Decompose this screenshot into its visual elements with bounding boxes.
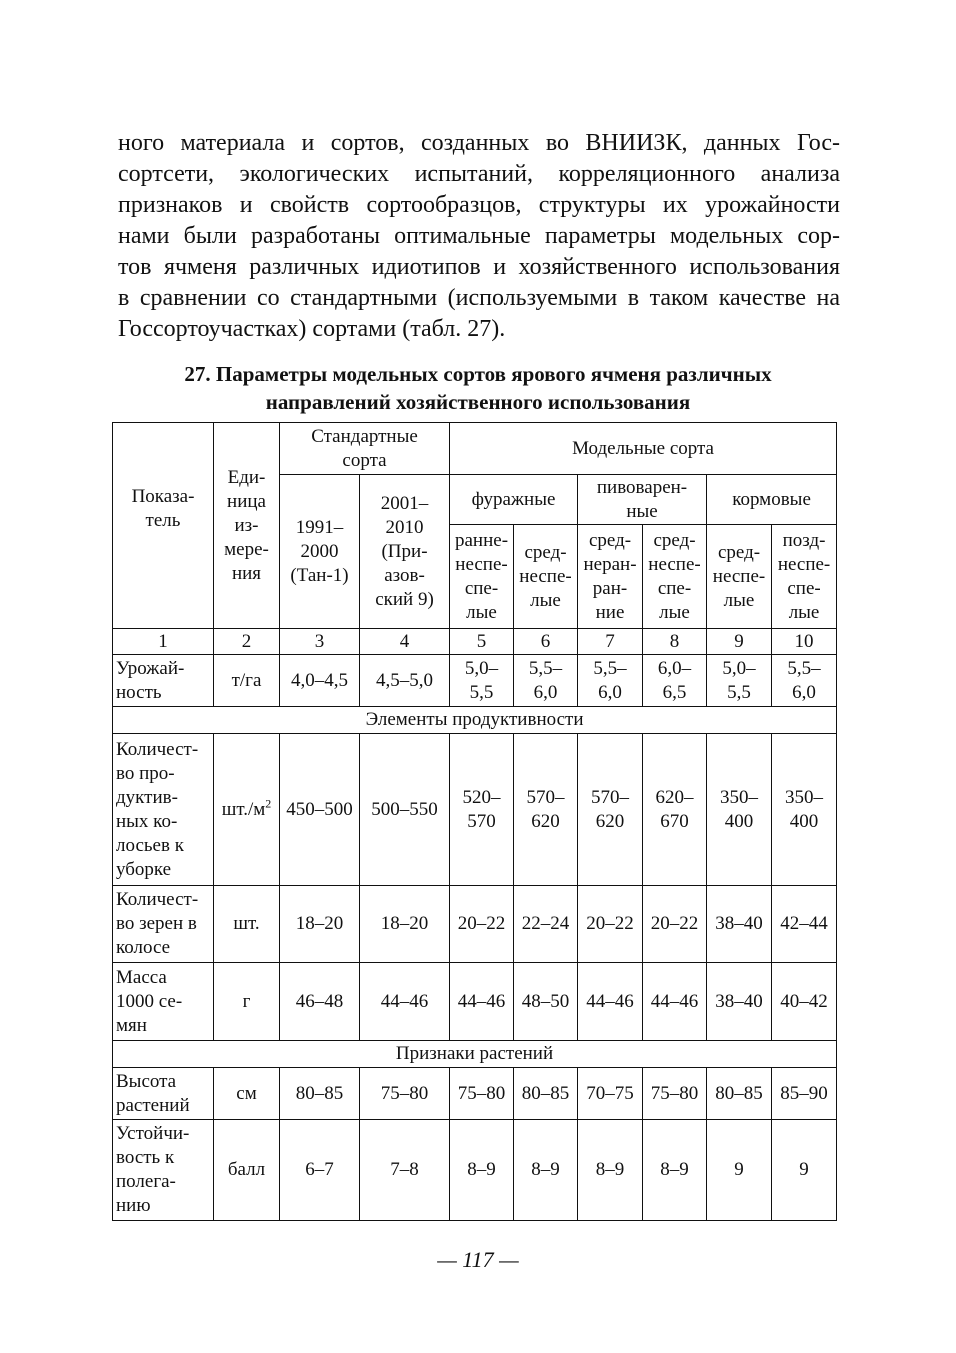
paragraph-line: тов ячменя различных идиотипов и хозяйственного использования xyxy=(118,254,840,280)
table-cell: 8–9 xyxy=(578,1120,643,1221)
header-col-10: позд- неспе- спе- лые xyxy=(772,525,837,629)
column-number: 4 xyxy=(360,629,450,655)
parameters-table xyxy=(112,422,837,1221)
table-cell: 5,0– 5,5 xyxy=(450,655,514,707)
paragraph-line: в сравнении со стандартными (используемыми в таком качестве на xyxy=(118,285,840,311)
table-cell: 450–500 xyxy=(280,734,360,886)
table-cell: 44–46 xyxy=(643,963,707,1041)
section-row-plant-traits xyxy=(113,1041,837,1068)
table-cell: 70–75 xyxy=(578,1068,643,1120)
row-unit: см xyxy=(214,1068,280,1120)
row-label: Устойчи- вость к полега- нию xyxy=(113,1120,214,1221)
column-number: 7 xyxy=(578,629,643,655)
section-title: Элементы продуктивности xyxy=(113,707,837,734)
header-indicator: Показа- тель xyxy=(113,423,214,629)
column-number-row xyxy=(113,629,837,655)
table-cell: 20–22 xyxy=(643,886,707,963)
table-cell: 8–9 xyxy=(450,1120,514,1221)
table-cell: 80–85 xyxy=(514,1068,578,1120)
paragraph-line: признаков и свойств сортообразцов, структуры их урожайности xyxy=(118,192,840,218)
header-row-1 xyxy=(113,423,837,475)
table-cell: 5,5– 6,0 xyxy=(514,655,578,707)
row-unit: г xyxy=(214,963,280,1041)
table-cell: 4,5–5,0 xyxy=(360,655,450,707)
table-cell: 80–85 xyxy=(707,1068,772,1120)
table-row-mass xyxy=(113,963,837,1041)
header-brewing: пивоварен- ные xyxy=(578,475,707,525)
column-number: 9 xyxy=(707,629,772,655)
row-label: Количест- во про- дуктив- ных ко- лосьев к уборке xyxy=(113,734,214,886)
table-cell: 350– 400 xyxy=(772,734,837,886)
table-cell: 38–40 xyxy=(707,963,772,1041)
row-label: Масса 1000 се- мян xyxy=(113,963,214,1041)
header-fodder: кормовые xyxy=(707,475,837,525)
table-cell: 18–20 xyxy=(280,886,360,963)
table-cell: 8–9 xyxy=(643,1120,707,1221)
table-cell: 75–80 xyxy=(360,1068,450,1120)
table-cell: 5,5– 6,0 xyxy=(772,655,837,707)
paragraph-line: нами были разработаны оптимальные параметры модельных сор- xyxy=(118,223,840,249)
table-cell: 5,0– 5,5 xyxy=(707,655,772,707)
table-cell: 44–46 xyxy=(450,963,514,1041)
header-col-7: сред- неран- ран- ние xyxy=(578,525,643,629)
table-cell: 20–22 xyxy=(578,886,643,963)
table-cell: 6,0– 6,5 xyxy=(643,655,707,707)
column-number: 6 xyxy=(514,629,578,655)
row-unit: т/га xyxy=(214,655,280,707)
table-cell: 4,0–4,5 xyxy=(280,655,360,707)
header-model-varieties: Модельные сорта xyxy=(450,423,837,475)
table-cell: 18–20 xyxy=(360,886,450,963)
paragraph-line: Госсортоучастках) сортами (табл. 27). xyxy=(118,316,506,342)
caption-line-1: 27. Параметры модельных сортов ярового ячменя различных xyxy=(184,362,772,386)
unit-superscript: 2 xyxy=(265,796,272,811)
row-label: Урожай- ность xyxy=(113,655,214,707)
table-cell: 620– 670 xyxy=(643,734,707,886)
table-row-yield xyxy=(113,655,837,707)
header-feed: фуражные xyxy=(450,475,578,525)
table-cell: 20–22 xyxy=(450,886,514,963)
table-row-grains xyxy=(113,886,837,963)
table-caption xyxy=(112,360,844,416)
table-cell: 9 xyxy=(707,1120,772,1221)
table-row-spikes xyxy=(113,734,837,886)
row-unit: балл xyxy=(214,1120,280,1221)
table-cell: 6–7 xyxy=(280,1120,360,1221)
column-number: 8 xyxy=(643,629,707,655)
section-title: Признаки растений xyxy=(113,1041,837,1068)
page-number: — 117 — xyxy=(437,1247,519,1272)
header-col-6: сред- неспе- лые xyxy=(514,525,578,629)
table-cell: 350– 400 xyxy=(707,734,772,886)
caption-line-2: направлений хозяйственного использования xyxy=(265,390,691,414)
row-unit: шт. xyxy=(214,886,280,963)
table-cell: 75–80 xyxy=(450,1068,514,1120)
table-cell: 570– 620 xyxy=(514,734,578,886)
table-cell: 500–550 xyxy=(360,734,450,886)
table-row-height xyxy=(113,1068,837,1120)
unit-text: шт./м xyxy=(221,798,266,820)
row-label: Количест- во зерен в колосе xyxy=(113,886,214,963)
table-cell: 75–80 xyxy=(643,1068,707,1120)
row-unit xyxy=(214,734,280,886)
table-cell: 7–8 xyxy=(360,1120,450,1221)
section-row-productivity xyxy=(113,707,837,734)
column-number: 2 xyxy=(214,629,280,655)
column-number: 5 xyxy=(450,629,514,655)
table-cell: 9 xyxy=(772,1120,837,1221)
table-cell: 44–46 xyxy=(578,963,643,1041)
table-cell: 48–50 xyxy=(514,963,578,1041)
row-label: Высота растений xyxy=(113,1068,214,1120)
header-standard-varieties: Стандартные сорта xyxy=(280,423,450,475)
header-unit: Еди- ница из- мере- ния xyxy=(214,423,280,629)
table-cell: 80–85 xyxy=(280,1068,360,1120)
table-cell: 5,5– 6,0 xyxy=(578,655,643,707)
table-cell: 22–24 xyxy=(514,886,578,963)
header-std-2001-2010: 2001– 2010 (При- азов- ский 9) xyxy=(360,475,450,629)
table-cell: 44–46 xyxy=(360,963,450,1041)
table-cell: 520– 570 xyxy=(450,734,514,886)
table-cell: 42–44 xyxy=(772,886,837,963)
header-std-1991-2000: 1991– 2000 (Тан-1) xyxy=(280,475,360,629)
paragraph-line: ного материала и сортов, созданных во ВНИИЗК, данных Гос- xyxy=(118,130,840,156)
body-paragraph xyxy=(118,128,840,345)
table-cell: 85–90 xyxy=(772,1068,837,1120)
table-cell: 46–48 xyxy=(280,963,360,1041)
table-cell: 8–9 xyxy=(514,1120,578,1221)
header-col-5: ранне- неспе- спе- лые xyxy=(450,525,514,629)
table-cell: 40–42 xyxy=(772,963,837,1041)
column-number: 10 xyxy=(772,629,837,655)
header-col-9: сред- неспе- лые xyxy=(707,525,772,629)
table-cell: 38–40 xyxy=(707,886,772,963)
header-col-8: сред- неспе- спе- лые xyxy=(643,525,707,629)
column-number: 3 xyxy=(280,629,360,655)
table-row-lodging xyxy=(113,1120,837,1221)
paragraph-line: сортсети, экологических испытаний, корреляционного анализа xyxy=(118,161,840,187)
table-cell: 570– 620 xyxy=(578,734,643,886)
column-number: 1 xyxy=(113,629,214,655)
